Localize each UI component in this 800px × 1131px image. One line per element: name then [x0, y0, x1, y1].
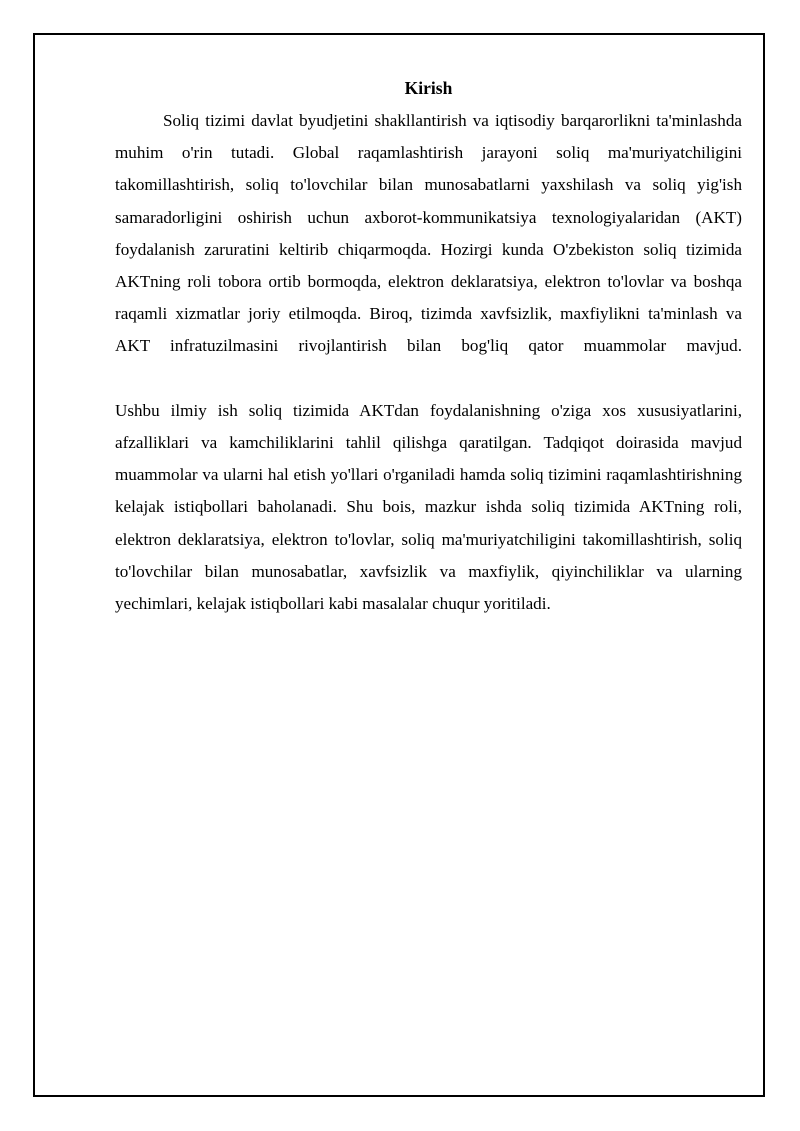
paragraph-1: Soliq tizimi davlat byudjetini shakllantirish va iqtisodiy barqarorlikni ta'minlashda muhim o'rin tutadi. Global raqamlashtirish jarayoni soliq ma'muriyatchiligini takomillashtirish, soliq to'lovchilar bilan munosabatlarni yaxshilash va soliq yig'ish samaradorligini oshirish uchun axborot-kommunikatsiya texnologiyalaridan (AKT) foydalanish zaruratini keltirib chiqarmoqda. Hozirgi kunda O'zbekiston soliq tizimida AKTning roli tobora ortib bormoqda, elektron deklaratsiya, elektron to'lovlar va boshqa raqamli xizmatlar joriy etilmoqda. Biroq, tizimda xavfsizlik, maxfiylikni ta'minlash va AKT infratuzilmasini rivojlantirish bilan bog'liq qator muammolar mavjud.	[115, 111, 742, 356]
paragraph-2: Ushbu ilmiy ish soliq tizimida AKTdan foydalanishning o'ziga xos xususiyatlarini, afzalliklari va kamchiliklarini tahlil qilishga qaratilgan. Tadqiqot doirasida mavjud muammolar va ularni hal etish yo'llari o'rganiladi hamda soliq tizimini raqamlashtirishning kelajak istiqbollari baholanadi. Shu bois, mazkur ishda soliq tizimida AKTning roli, elektron deklaratsiya, elektron to'lovlar, soliq ma'muriyatchiligini takomillashtirish, soliq to'lovchilar bilan munosabatlar, xavfsizlik va maxfiylik, qiyinchiliklar va ularning yechimlari, kelajak istiqbollari kabi masalalar chuqur yoritiladi.	[115, 400, 742, 614]
document-body	[115, 72, 742, 620]
paragraph-spacer	[115, 363, 742, 395]
section-title: Kirish	[404, 78, 453, 98]
